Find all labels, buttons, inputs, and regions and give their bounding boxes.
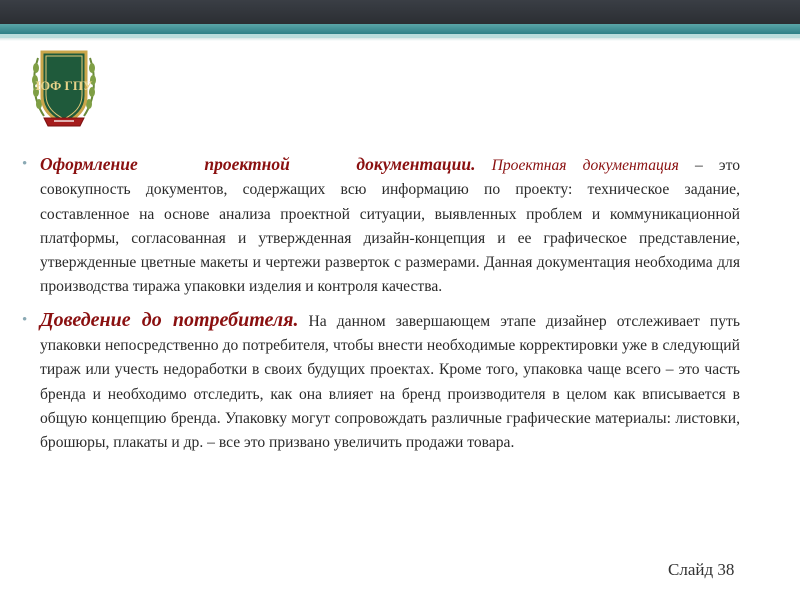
heading-documentation: Оформление проектной документации. bbox=[40, 154, 476, 174]
top-dark-band bbox=[0, 0, 800, 24]
university-emblem-logo bbox=[30, 46, 98, 132]
emblem-monogram: ЮФ ГПУ bbox=[35, 78, 93, 93]
bullet-icon: • bbox=[22, 156, 28, 172]
bullet-icon: • bbox=[22, 311, 28, 328]
heading-delivery: Доведение до потребителя. bbox=[40, 308, 299, 331]
slide-body bbox=[22, 152, 740, 464]
slide-number: Слайд 38 bbox=[668, 560, 735, 579]
paragraph-delivery bbox=[22, 308, 740, 456]
top-teal-band bbox=[0, 24, 800, 34]
top-band-shadow bbox=[0, 38, 800, 41]
term-project-documentation: Проектная документация bbox=[491, 157, 679, 174]
paragraph-text: – это совокупность документов, содержащих всю информацию по проекту: техническое задание, составленное на основе анализа проектной ситуации, выявленных проблем и коммуникационной платформы, согласованная и утвержденная дизайн-концепция и ее графическое представление, утвержденные цветные макеты и чертежи разверток с размерами. Данная документация необходима для производства тиража упаковки изделия и контроля качества. bbox=[40, 157, 740, 296]
paragraph-documentation bbox=[22, 152, 740, 300]
paragraph-text: На данном завершающем этапе дизайнер отслеживает путь упаковки непосредственно до потребителя, чтобы внести необходимые корректировки уже в следующий тираж или учесть недоработки в своих будущих проектах. Кроме того, упаковка чаще всего – это часть бренда и необходимо отследить, как она влияет на бренд производителя в целом как вписывается в общую концепцию бренда. Упаковку могут сопровождать различные графические материалы: листовки, брошюры, плакаты и др. – все это призвано увеличить продажи товара. bbox=[40, 312, 740, 452]
